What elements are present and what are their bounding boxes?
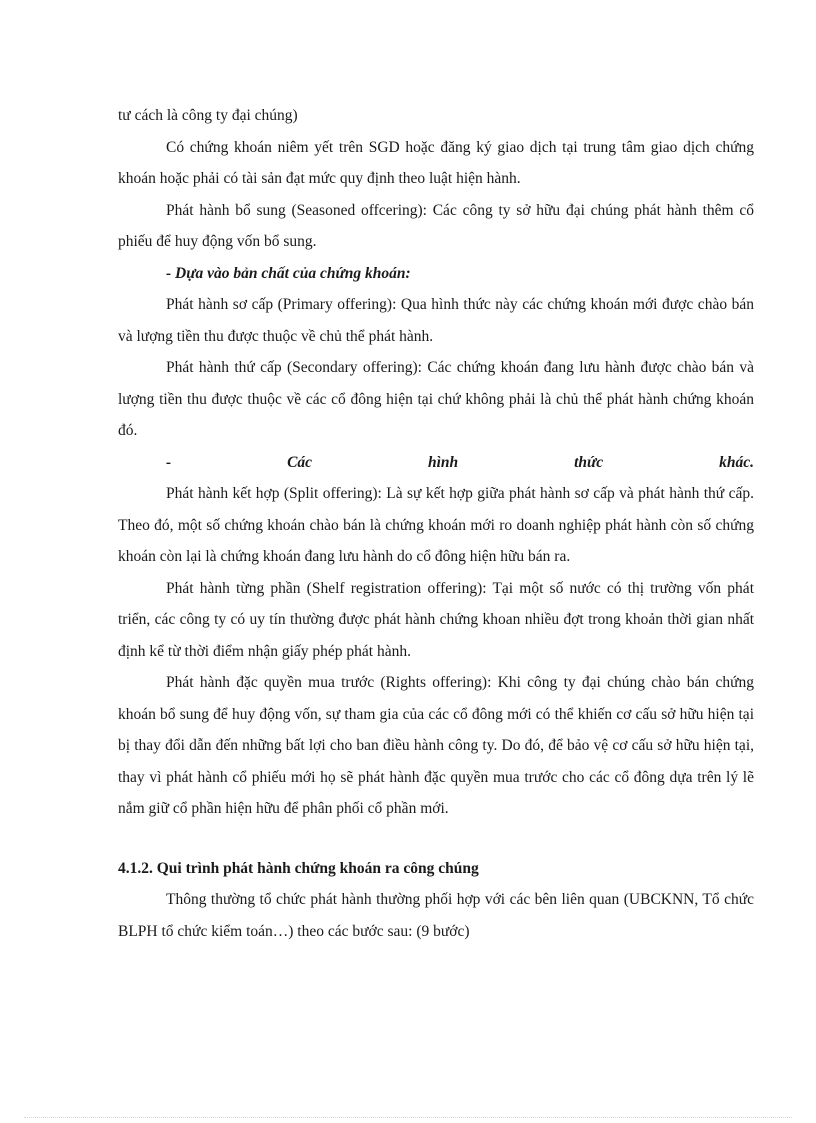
subheading-other-forms [118, 447, 754, 479]
paragraph-primary-offering: Phát hành sơ cấp (Primary offering): Qua hình thức này các chứng khoán mới được chào bán và lượng tiền thu được thuộc về chủ thể phát hành. [118, 296, 754, 345]
paragraph-listing-condition: Có chứng khoán niêm yết trên SGD hoặc đăng ký giao dịch tại trung tâm giao dịch chứng khoán hoặc phải có tài sản đạt mức quy định theo luật hiện hành. [118, 138, 754, 187]
paragraph-continuation: tư cách là công ty đại chúng) [118, 107, 298, 124]
paragraph-split-offering: Phát hành kết hợp (Split offering): Là sự kết hợp giữa phát hành sơ cấp và phát hành thứ cấp. Theo đó, một số chứng khoán chào bán là chứng khoán mới ro doanh nghiệp phát hành còn số chứng khoán còn lại là chứng khoán đang lưu hành do cổ đông hiện hữu bán ra. [118, 485, 754, 565]
subheading-word: thức [574, 453, 604, 471]
page-bottom-divider [24, 1117, 792, 1118]
paragraph-process-intro: Thông thường tổ chức phát hành thường phối hợp với các bên liên quan (UBCKNN, Tổ chức BLPH tổ chức kiểm toán…) theo các bước sau: (9 bước) [118, 891, 754, 940]
subheading-by-nature: - Dựa vào bản chất của chứng khoán: [166, 264, 411, 282]
paragraph-shelf-registration: Phát hành từng phần (Shelf registration offering): Tại một số nước có thị trường vốn phát triển, các công ty có uy tín thường được phát hành chứng khoan nhiều đợt trong khoản thời gian nhất định kể từ thời điểm nhận giấy phép phát hành. [118, 579, 754, 660]
document-body [118, 100, 754, 947]
section-heading: 4.1.2. Qui trình phát hành chứng khoán ra công chúng [118, 859, 479, 877]
paragraph-seasoned-offering: Phát hành bổ sung (Seasoned offcering): Các công ty sở hữu đại chúng phát hành thêm cổ phiếu để huy động vốn bổ sung. [118, 201, 754, 250]
subheading-word: - [166, 453, 172, 471]
paragraph-rights-offering: Phát hành đặc quyền mua trước (Rights offering): Khi công ty đại chúng chào bán chứng khoán bổ sung để huy động vốn, sự tham gia của các cổ đông mới có thể khiến cơ cấu sở hữu hiện tại bị thay đổi dẫn đến những bất lợi cho ban điều hành công ty. Do đó, để bảo vệ cơ cấu sở hữu hiện tại, thay vì phát hành cổ phiếu mới họ sẽ phát hành đặc quyền mua trước cho các cổ đông dựa trên lý lẽ nắm giữ cổ phần hiện hữu để phân phối cổ phần mới. [118, 674, 754, 817]
subheading-word: Các [287, 453, 313, 471]
subheading-word: khác. [719, 453, 754, 471]
subheading-word: hình [427, 453, 459, 471]
paragraph-secondary-offering: Phát hành thứ cấp (Secondary offering): Các chứng khoán đang lưu hành được chào bán và lượng tiền thu được thuộc về các cổ đông hiện tại chứ không phải là chủ thể phát hành chứng khoán đó. [118, 359, 754, 439]
